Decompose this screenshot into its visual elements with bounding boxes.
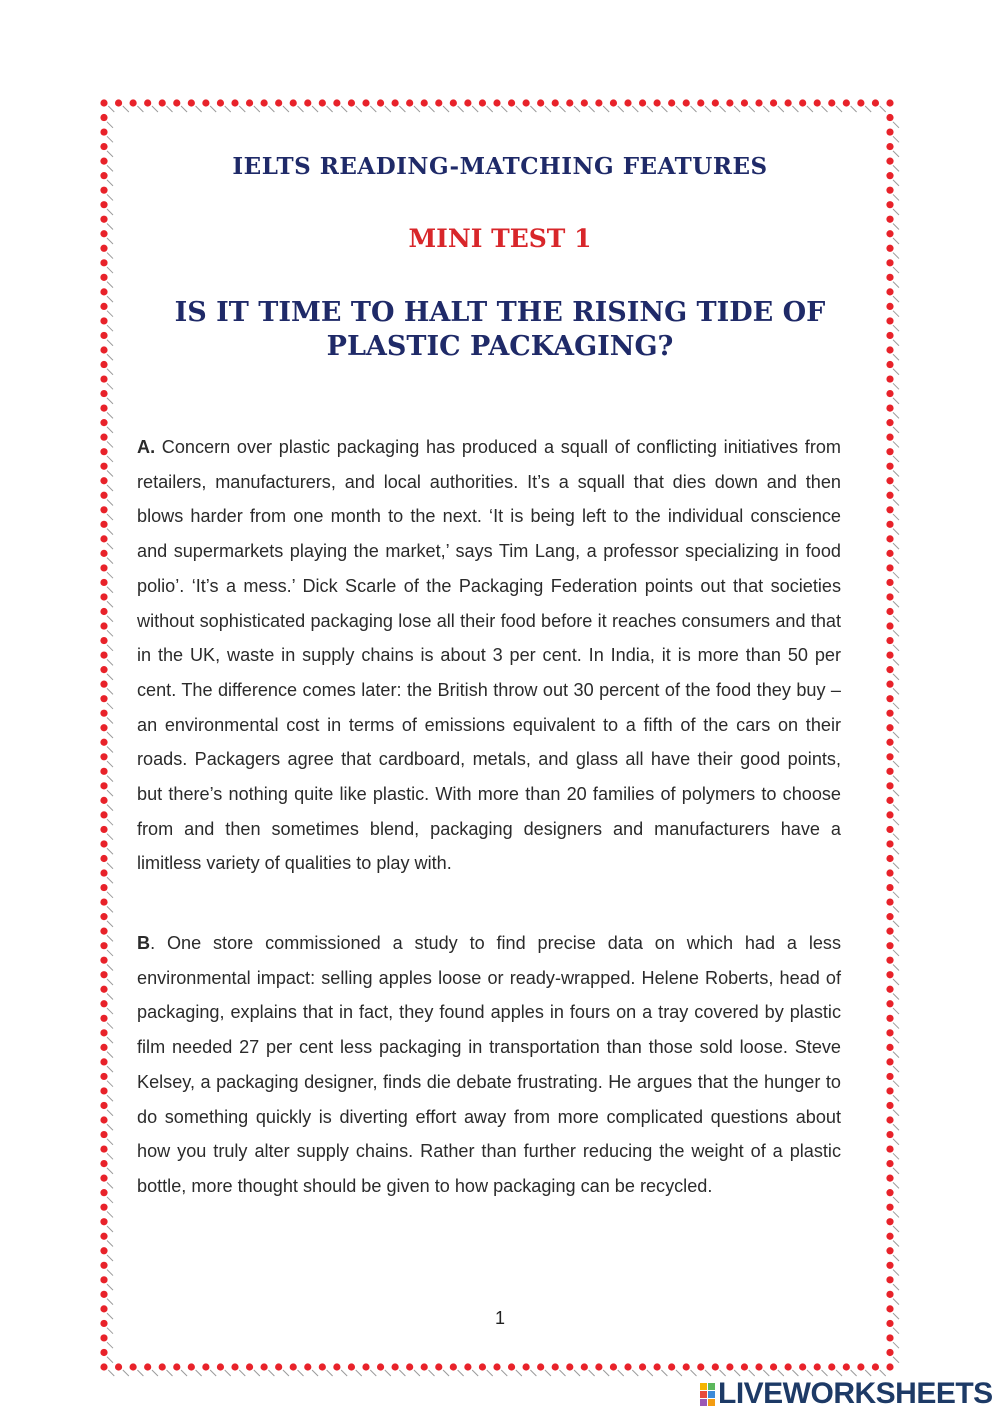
paragraph-letter: A. [137,437,156,457]
worksheet-subject-heading: IELTS READING-MATCHING FEATURES [232,153,768,180]
liveworksheets-logo[interactable] [700,1378,993,1410]
paragraph-text: Concern over plastic packaging has produced a squall of conflicting initiatives from retailers, manufacturers, and local authorities. It’s a squall that dies down and then blows harder from one month to the next. ‘It is being left to the individual conscience and supermarkets playing the market,’ says Tim Lang, a professor specializing in food polio’. ‘It’s a mess.’ Dick Scarle of the Packaging Federation points out that societies without sophisticated packaging lose all their food before it reaches consumers and that in the UK, waste in supply chains is about 3 per cent. In India, it is more than 50 per cent. The difference comes later: the British throw out 30 percent of the food they buy – an environmental cost in terms of emissions equivalent to a fifth of the cars on their roads. Packagers agree that cardboard, metals, and glass all have their good points, but there’s nothing quite like plastic. With more than 20 families of polymers to choose from and then sometimes blend, packaging designers and manufacturers have a limitless variety of qualities to play with. [137,437,841,874]
page-number: 1 [494,1308,505,1328]
paragraph-a [137,430,841,881]
paragraph-b [137,926,841,1204]
mini-test-heading: MINI TEST 1 [408,224,592,253]
liveworksheets-brand-text: LIVEWORKSHEETS [718,1377,993,1410]
passage-title: IS IT TIME TO HALT THE RISING TIDE OF PLASTIC PACKAGING? [174,297,826,362]
liveworksheets-logo-icon [700,1383,715,1406]
paragraph-text: . One store commissioned a study to find precise data on which had a less environmental impact: selling apples loose or ready-wrapped. Helene Roberts, head of packaging, explains that in fact, they found apples in fours on a tray covered by plastic film needed 27 per cent less packaging in transportation than those sold loose. Steve Kelsey, a packaging designer, finds die debate frustrating. He argues that the hunger to do something quickly is diverting effort away from more complicated questions about how you truly alter supply chains. Rather than further reducing the weight of a plastic bottle, more thought should be given to how packaging can be recycled. [137,933,841,1196]
paragraph-letter: B [137,933,151,953]
